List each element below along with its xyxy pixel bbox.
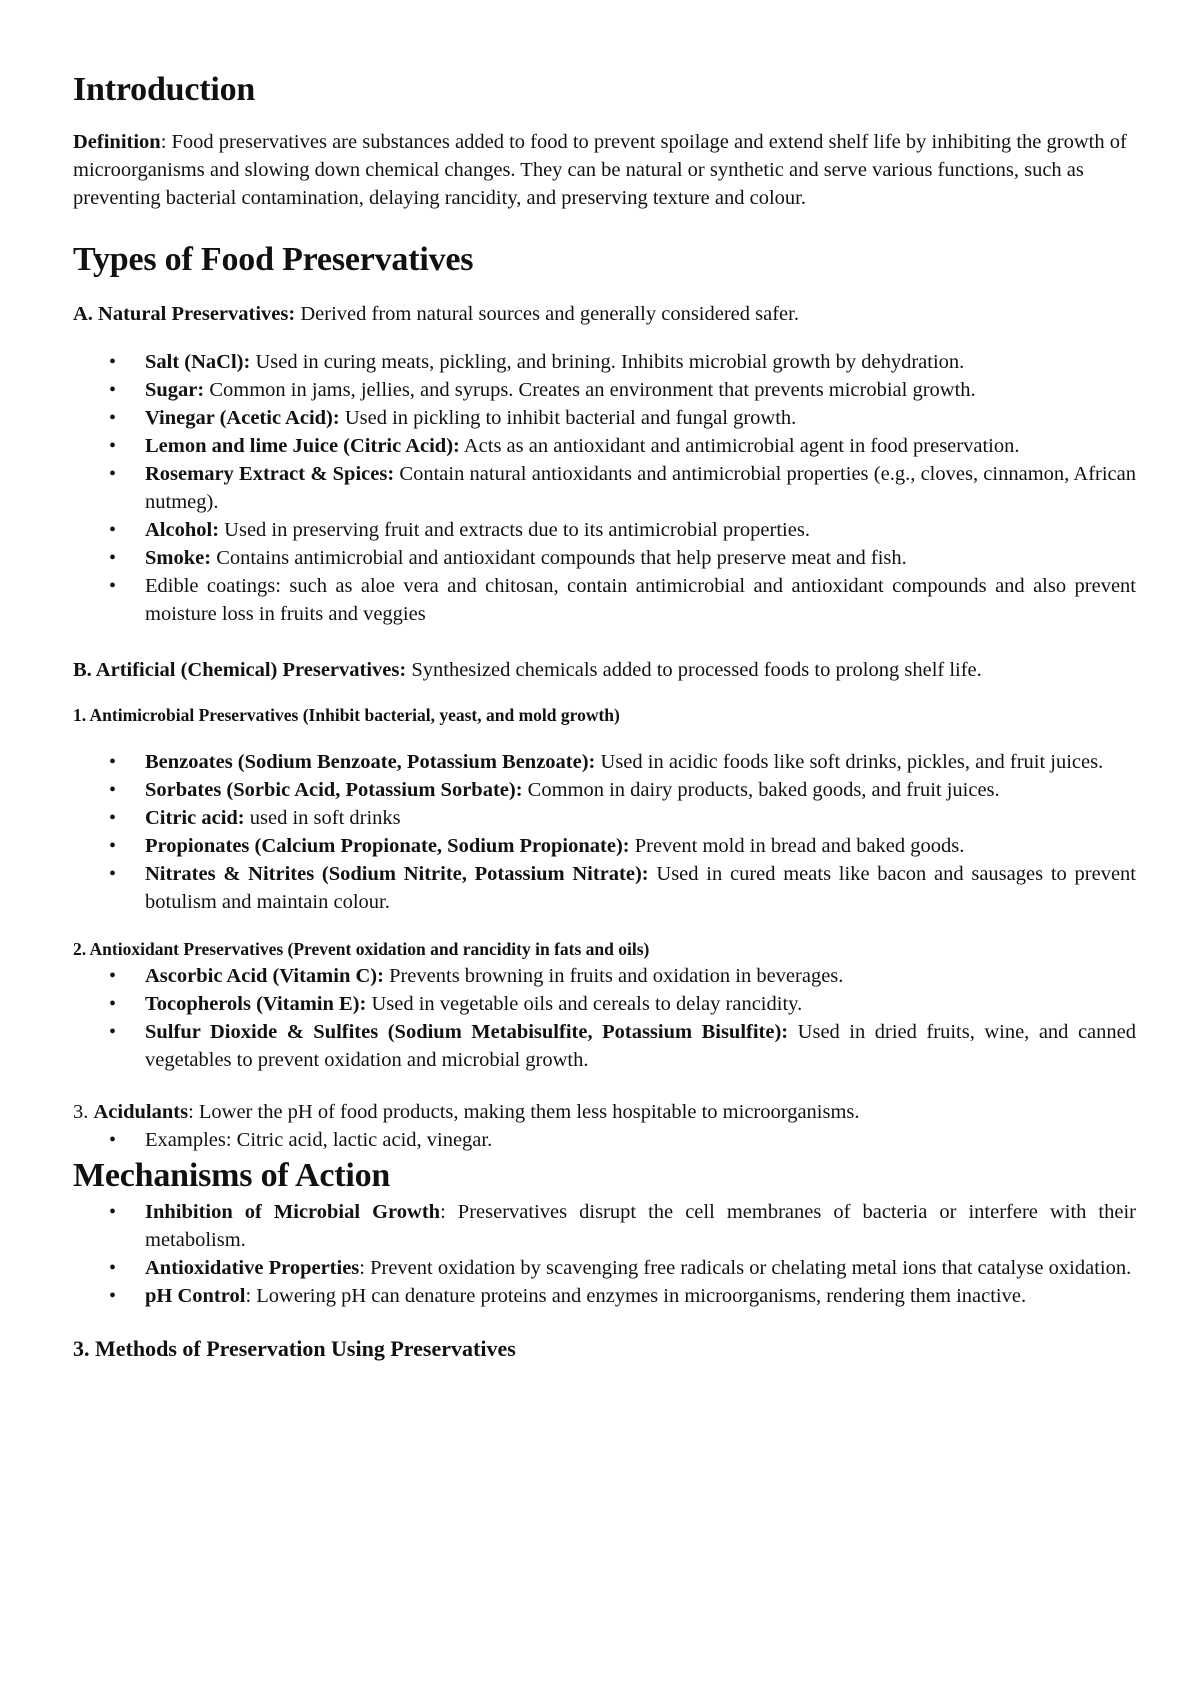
item-text: Common in dairy products, baked goods, and fruit juices. — [522, 779, 1000, 801]
artificial-text: Synthesized chemicals added to processed foods to prolong shelf life. — [406, 659, 982, 681]
item-label: Nitrates & Nitrites (Sodium Nitrite, Potassium Nitrate): — [145, 863, 649, 885]
list-item — [73, 1198, 1136, 1254]
list-item — [73, 1254, 1136, 1282]
bullet-icon: • — [109, 407, 117, 429]
bullet-icon: • — [109, 575, 117, 597]
heading-introduction: Introduction — [73, 71, 256, 108]
list-item — [73, 1018, 1136, 1074]
item-text: : Prevent oxidation by scavenging free radicals or chelating metal ions that catalyse oxidation. — [359, 1257, 1132, 1279]
bullet-icon: • — [109, 1285, 117, 1307]
item-text: Used in vegetable oils and cereals to delay rancidity. — [366, 993, 803, 1015]
list-item — [73, 832, 1136, 860]
item-label: Propionates (Calcium Propionate, Sodium Propionate): — [145, 835, 630, 857]
item-text: Common in jams, jellies, and syrups. Creates an environment that prevents microbial growth. — [204, 379, 976, 401]
list-item — [73, 804, 1136, 832]
item-text: used in soft drinks — [244, 807, 401, 829]
item-text: Prevents browning in fruits and oxidation in beverages. — [383, 965, 844, 987]
bullet-icon: • — [109, 547, 117, 569]
natural-label: A. Natural Preservatives: — [73, 303, 296, 325]
antioxidant-list — [73, 962, 1136, 1074]
list-item — [73, 572, 1136, 628]
item-label: Alcohol: — [145, 519, 220, 541]
item-label: Rosemary Extract & Spices: — [145, 463, 395, 485]
list-item — [73, 516, 1136, 544]
list-item — [73, 432, 1136, 460]
bullet-icon: • — [109, 835, 117, 857]
item-text: Examples: Citric acid, lactic acid, vinegar. — [145, 1129, 493, 1151]
item-text: Edible coatings: such as aloe vera and chitosan, contain antimicrobial and antioxidant compounds and also prevent moisture loss in fruits and veggies — [145, 575, 1136, 625]
heading-methods: 3. Methods of Preservation Using Preservatives — [73, 1336, 516, 1361]
item-label: pH Control — [145, 1285, 246, 1307]
bullet-icon: • — [109, 435, 117, 457]
document-page — [73, 70, 1136, 1364]
list-item — [73, 860, 1136, 916]
acidulants-list — [73, 1126, 1136, 1154]
natural-text: Derived from natural sources and generally considered safer. — [295, 303, 799, 325]
item-text: Used in cured meats like bacon and sausages to prevent botulism and maintain colour. — [145, 863, 1136, 913]
definition-text: : Food preservatives are substances added to food to prevent spoilage and extend shelf life by inhibiting the growth of microorganisms and slowing down chemical changes. They can be natural or synthetic and serve various functions, such as preventing bacterial contamination, delaying rancidity, and preserving texture and colour. — [73, 131, 1127, 209]
item-text: Used in preserving fruit and extracts due to its antimicrobial properties. — [219, 519, 810, 541]
item-label: Sugar: — [145, 379, 205, 401]
antioxidant-heading: 2. Antioxidant Preservatives (Prevent oxidation and rancidity in fats and oils) — [73, 939, 650, 959]
item-text: : Lowering pH can denature proteins and enzymes in microorganisms, rendering them inactive. — [245, 1285, 1027, 1307]
definition-paragraph — [73, 128, 1136, 212]
list-item — [73, 776, 1136, 804]
bullet-icon: • — [109, 1021, 117, 1043]
bullet-icon: • — [109, 779, 117, 801]
heading-types: Types of Food Preservatives — [73, 241, 474, 278]
item-label: Sulfur Dioxide & Sulfites (Sodium Metabisulfite, Potassium Bisulfite): — [145, 1021, 789, 1043]
item-label: Inhibition of Microbial Growth — [145, 1201, 441, 1223]
item-text: Contains antimicrobial and antioxidant compounds that help preserve meat and fish. — [211, 547, 907, 569]
item-text: Prevent mold in bread and baked goods. — [629, 835, 965, 857]
bullet-icon: • — [109, 519, 117, 541]
antimicrobial-list — [73, 748, 1136, 916]
acidulants-lead — [73, 1098, 1136, 1126]
item-label: Ascorbic Acid (Vitamin C): — [145, 965, 384, 987]
bullet-icon: • — [109, 965, 117, 987]
list-item — [73, 1126, 1136, 1154]
bullet-icon: • — [109, 1201, 117, 1223]
item-label: Lemon and lime Juice (Citric Acid): — [145, 435, 460, 457]
antimicrobial-heading: 1. Antimicrobial Preservatives (Inhibit bacterial, yeast, and mold growth) — [73, 705, 620, 725]
natural-list — [73, 348, 1136, 628]
item-label: Sorbates (Sorbic Acid, Potassium Sorbate): — [145, 779, 523, 801]
list-item — [73, 990, 1136, 1018]
item-text: Acts as an antioxidant and antimicrobial agent in food preservation. — [459, 435, 1020, 457]
artificial-lead — [73, 656, 1136, 684]
item-label: Salt (NaCl): — [145, 351, 251, 373]
item-text: Used in curing meats, pickling, and brining. Inhibits microbial growth by dehydration. — [250, 351, 965, 373]
bullet-icon: • — [109, 463, 117, 485]
item-label: Antioxidative Properties — [145, 1257, 360, 1279]
list-item — [73, 1282, 1136, 1310]
item-label: Vinegar (Acetic Acid): — [145, 407, 340, 429]
artificial-label: B. Artificial (Chemical) Preservatives: — [73, 659, 407, 681]
list-item — [73, 460, 1136, 516]
item-text: Used in dried fruits, wine, and canned vegetables to prevent oxidation and microbial growth. — [145, 1021, 1136, 1071]
bullet-icon: • — [109, 863, 117, 885]
bullet-icon: • — [109, 807, 117, 829]
bullet-icon: • — [109, 751, 117, 773]
definition-label: Definition — [73, 131, 161, 153]
mechanisms-list — [73, 1198, 1136, 1310]
item-label: Citric acid: — [145, 807, 245, 829]
bullet-icon: • — [109, 351, 117, 373]
bullet-icon: • — [109, 379, 117, 401]
list-item — [73, 404, 1136, 432]
item-label: Smoke: — [145, 547, 212, 569]
acidulants-text: : Lower the pH of food products, making them less hospitable to microorganisms. — [188, 1101, 860, 1123]
list-item — [73, 544, 1136, 572]
item-text: Contain natural antioxidants and antimicrobial properties (e.g., cloves, cinnamon, African nutmeg). — [145, 463, 1136, 513]
list-item — [73, 748, 1136, 776]
list-item — [73, 376, 1136, 404]
list-item — [73, 348, 1136, 376]
heading-mechanisms: Mechanisms of Action — [73, 1157, 391, 1194]
bullet-icon: • — [109, 993, 117, 1015]
acidulants-number: 3. — [73, 1101, 94, 1123]
item-text: Used in acidic foods like soft drinks, pickles, and fruit juices. — [595, 751, 1104, 773]
item-text: : Preservatives disrupt the cell membranes of bacteria or interfere with their metabolism. — [145, 1201, 1136, 1251]
item-label: Tocopherols (Vitamin E): — [145, 993, 367, 1015]
natural-lead — [73, 300, 1136, 328]
bullet-icon: • — [109, 1129, 117, 1151]
item-text: Used in pickling to inhibit bacterial and fungal growth. — [339, 407, 797, 429]
acidulants-label: Acidulants — [93, 1101, 189, 1123]
list-item — [73, 962, 1136, 990]
bullet-icon: • — [109, 1257, 117, 1279]
item-label: Benzoates (Sodium Benzoate, Potassium Benzoate): — [145, 751, 596, 773]
